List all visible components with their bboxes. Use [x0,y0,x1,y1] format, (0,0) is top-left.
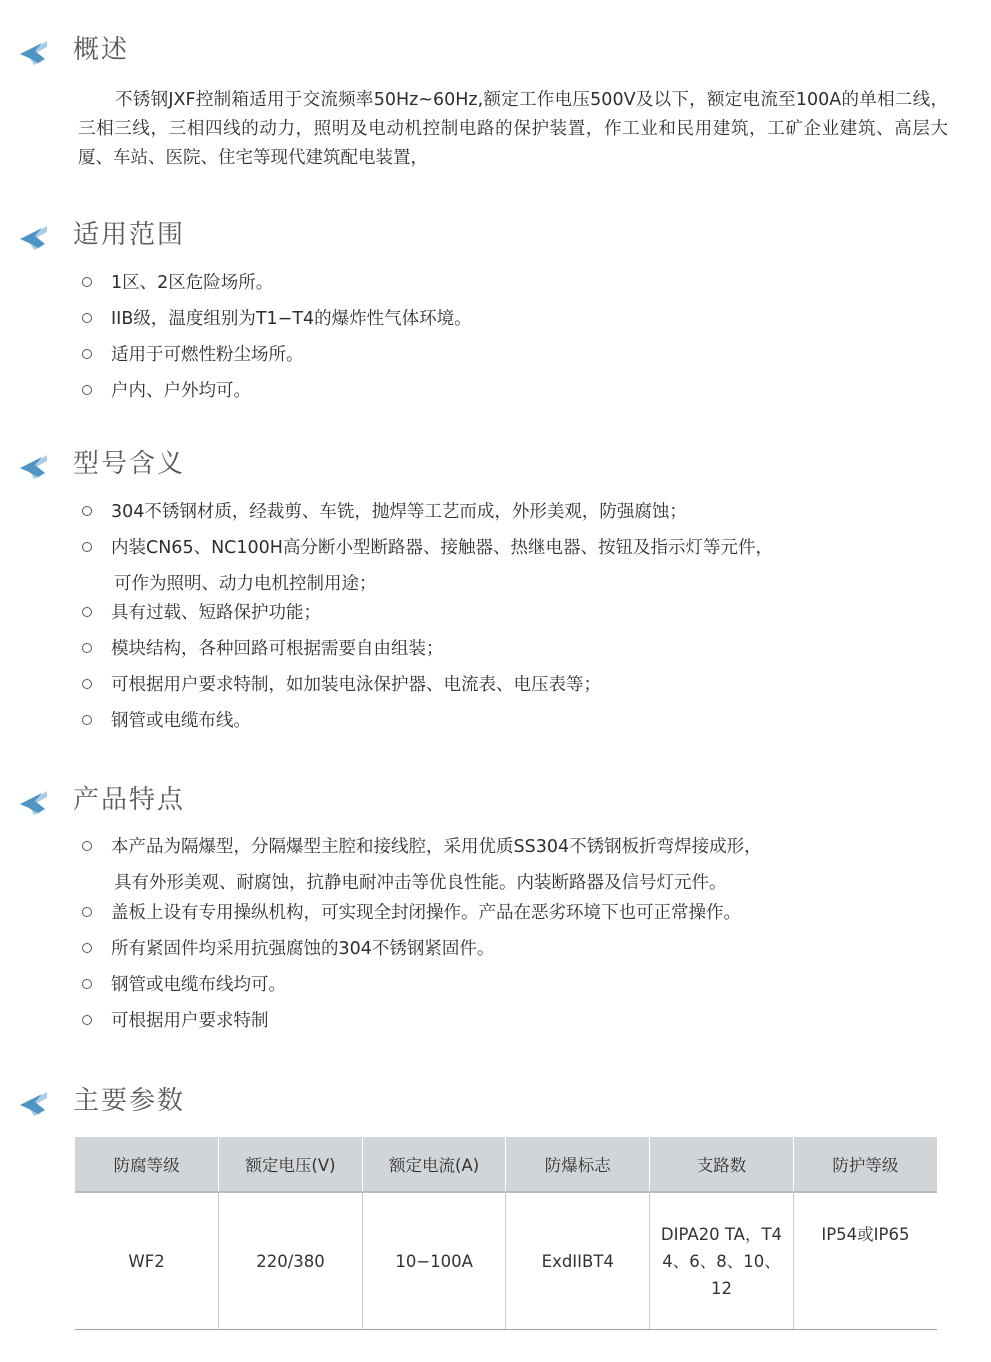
chevron-left-icon [17,37,49,69]
circle-bullet-icon [82,679,92,689]
circle-bullet-icon [82,607,92,617]
chevron-left-icon [17,222,49,254]
scope-title: 适用范围 [73,220,186,250]
cell-current: 10−100A [362,1192,506,1330]
branches-line: 12 [710,1278,732,1298]
model-header [0,447,600,487]
circle-bullet-icon [82,841,92,851]
column-header: 防腐等级 [75,1137,219,1192]
circle-bullet-icon [82,643,92,653]
table-header-row [75,1137,937,1192]
circle-bullet-icon [82,506,92,516]
column-header: 支路数 [650,1137,794,1192]
params-header [0,1084,600,1124]
branches-line: 4、6、8、10、 [662,1251,781,1271]
params-table [75,1137,937,1330]
model-title: 型号含义 [73,449,186,479]
column-header: 防爆标志 [506,1137,650,1192]
overview-header [0,33,600,73]
features-header [0,783,600,823]
circle-bullet-icon [82,979,92,989]
params-title: 主要参数 [73,1086,186,1116]
overview-title: 概述 [73,35,130,65]
cell-grade: WF2 [75,1192,219,1330]
overview-paragraph: 不锈钢JXF控制箱适用于交流频率50Hz~60Hz,额定工作电压500V及以下，额定电流至100A的单相二线，三相三线，三相四线的动力，照明及电动机控制电路的保护装置，作工业和民用建筑，工矿企业建筑、高层大厦、车站、医院、住宅等现代建筑配电装置， [78,90,948,168]
cell-voltage: 220/380 [219,1192,363,1330]
cell-protection: IP54或IP65 [793,1192,937,1330]
circle-bullet-icon [82,907,92,917]
circle-bullet-icon [82,385,92,395]
cell-mark: ExdIIBT4 [506,1192,650,1330]
circle-bullet-icon [82,313,92,323]
features-title: 产品特点 [73,785,186,815]
circle-bullet-icon [82,277,92,287]
circle-bullet-icon [82,1015,92,1025]
chevron-left-icon [17,787,49,819]
scope-header [0,218,600,258]
cell-branches [650,1192,794,1330]
chevron-left-icon [17,1088,49,1120]
circle-bullet-icon [82,943,92,953]
circle-bullet-icon [82,715,92,725]
column-header: 额定电压(V) [219,1137,363,1192]
column-header: 额定电流(A) [362,1137,506,1192]
branches-line: DIPA20 TA，T4 [660,1224,783,1244]
chevron-left-icon [17,451,49,483]
table-row [75,1192,937,1330]
circle-bullet-icon [82,542,92,552]
column-header: 防护等级 [793,1137,937,1192]
circle-bullet-icon [82,349,92,359]
